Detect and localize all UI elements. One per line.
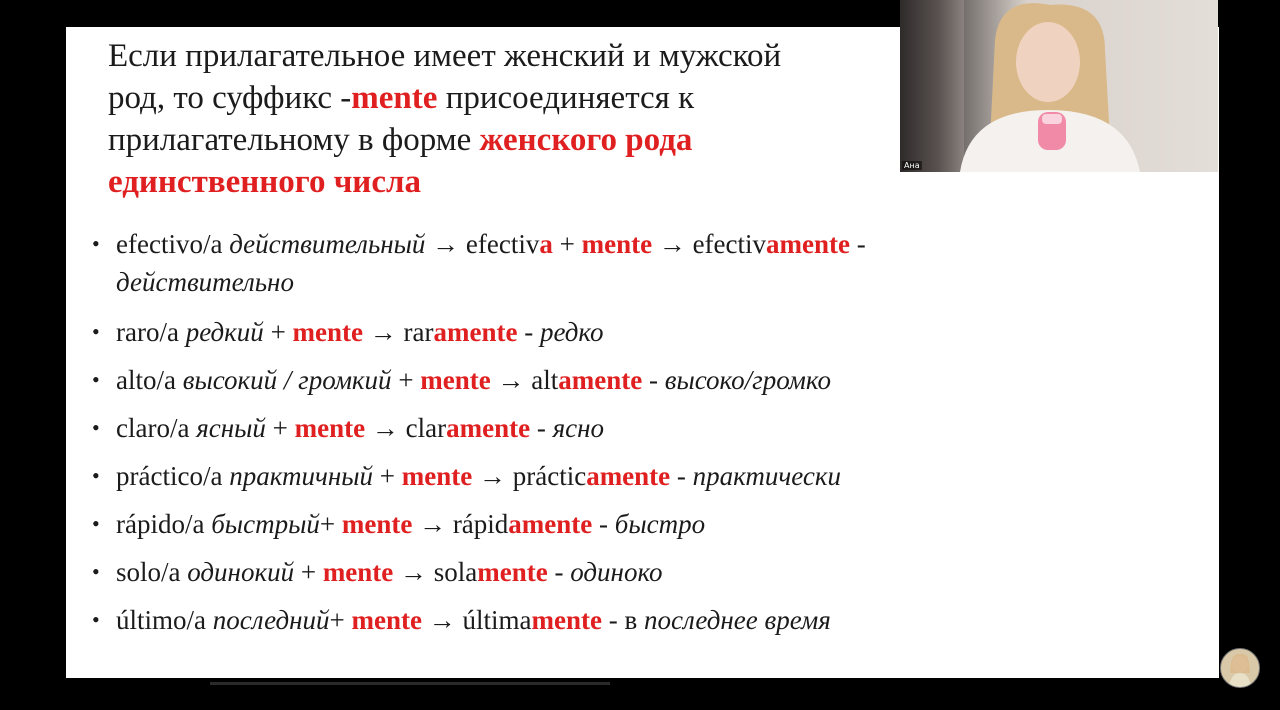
result-stem: → práctic [472,461,587,491]
suffix-highlight: mente [294,413,366,443]
list-item [92,457,1202,495]
result-highlight: amente [433,317,518,347]
result-stem: → rápid [412,509,509,539]
result-stem: → efectiv [652,229,767,259]
adjective: rápido/a [116,509,212,539]
result-stem: → última [422,605,532,635]
list-item [92,225,1202,301]
suffix-highlight: mente [322,557,394,587]
suffix-highlight: mente [420,365,491,395]
plus: + [319,509,342,539]
bullet: • [92,415,100,440]
adjective: claro/a [116,413,197,443]
dash: - [642,365,665,395]
translation: быстрый [211,509,320,539]
meaning: последнее время [643,605,831,635]
result-stem: → rar [363,317,434,347]
meaning: высоко/громко [664,365,831,395]
result-stem: → clar [365,413,447,443]
result-highlight: amente [586,461,671,491]
bullet: • [92,511,100,536]
result-highlight: amente [446,413,531,443]
title-highlight: единственного числа [108,164,421,200]
avatar-icon [1221,649,1259,687]
list-item [92,313,1202,351]
meaning: одиноко [570,557,663,587]
participant-name: Ана [904,161,920,170]
result-highlight: mente [477,557,548,587]
dash: - в [601,605,644,635]
adjective: último/a [116,605,213,635]
suffix-highlight: mente [292,317,364,347]
suffix-highlight: mente [581,229,653,259]
progress-line [210,682,610,685]
list-item [92,361,1202,399]
webcam-video[interactable] [900,0,1218,172]
stem: → efectiv [425,229,540,259]
meaning: действительно [116,267,294,297]
title-text: род, то суффикс - [108,80,352,116]
translation: действительный [229,229,426,259]
suffix-highlight: mente [351,605,422,635]
bullet: • [92,231,100,256]
translation: практичный [229,461,374,491]
title-line-4 [108,161,938,203]
plus: + [294,557,323,587]
slide-title [108,35,938,203]
adjective: solo/a [116,557,188,587]
title-line-3 [108,119,938,161]
meaning: ясно [552,413,604,443]
plus: + [329,605,352,635]
title-highlight: женского рода [479,122,693,158]
meaning: практически [692,461,842,491]
bullet: • [92,559,100,584]
title-line-2 [108,77,938,119]
list-item [92,601,1202,639]
result-highlight: amente [558,365,643,395]
result-highlight: amente [508,509,593,539]
adjective: práctico/a [116,461,230,491]
plus: + [263,317,293,347]
adjective: alto/a [116,365,183,395]
bullet: • [92,367,100,392]
result-stem: → sola [393,557,478,587]
title-text: присоединяется к [437,80,695,116]
translation: одинокий [187,557,295,587]
plus: + [552,229,582,259]
result-highlight: amente [766,229,850,259]
plus: + [265,413,295,443]
dash: - [850,229,866,259]
ending-highlight: a [539,229,553,259]
result-highlight: mente [531,605,602,635]
translation: редкий [185,317,264,347]
dash: - [592,509,615,539]
title-text: Если прилагательное имеет женский и мужской [108,38,782,74]
title-highlight: mente [351,80,438,116]
suffix-highlight: mente [401,461,473,491]
title-line-1 [108,35,938,77]
title-text: прилагательному в форме [108,122,480,158]
suffix-highlight: mente [341,509,413,539]
presenter-video-icon [900,0,1218,172]
bullet: • [92,607,100,632]
examples-list [92,225,1202,649]
dash: - [530,413,553,443]
list-item [92,553,1202,591]
bullet: • [92,463,100,488]
plus: + [373,461,402,491]
translation: последний [212,605,330,635]
dash: - [517,317,540,347]
list-item [92,409,1202,447]
result-stem: → alt [490,365,559,395]
bullet: • [92,319,100,344]
adjective: raro/a [116,317,186,347]
plus: + [391,365,421,395]
dash: - [547,557,571,587]
adjective: efectivo/a [116,229,230,259]
meaning: быстро [614,509,706,539]
translation: высокий / громкий [182,365,392,395]
list-item [92,505,1202,543]
dash: - [670,461,693,491]
user-avatar[interactable] [1220,648,1260,688]
translation: ясный [196,413,266,443]
meaning: редко [539,317,604,347]
